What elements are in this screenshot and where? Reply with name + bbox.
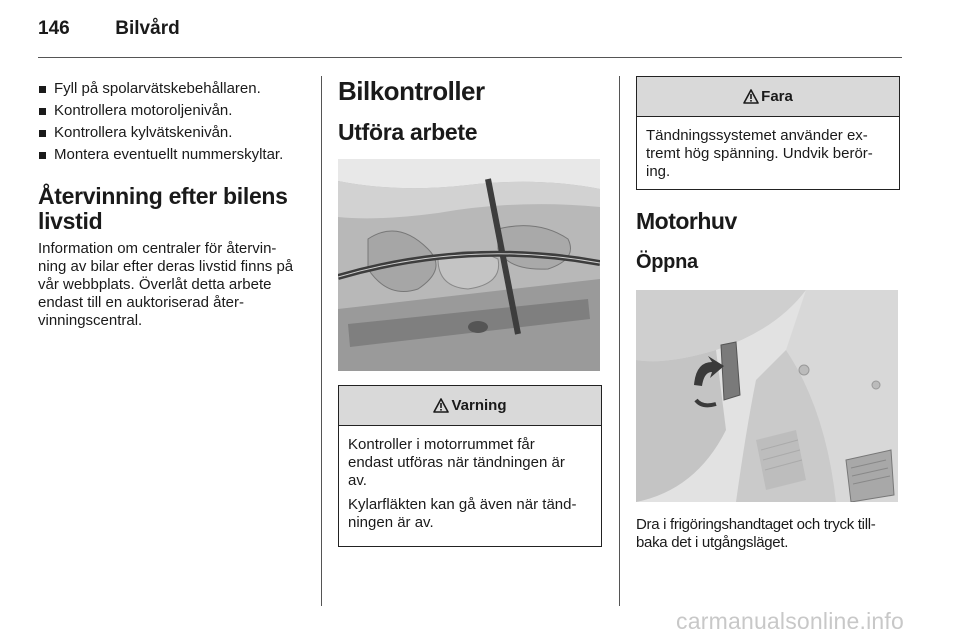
page-number: 146 bbox=[38, 18, 70, 39]
checklist bbox=[38, 78, 306, 166]
open-subheading: Öppna bbox=[636, 251, 698, 273]
danger-text: Tändningssystemet använder ex- tremt hög spänning. Undvik berör- ing. bbox=[646, 127, 873, 180]
warning-text-1: Kontroller i motorrummet får endast utföras när tändningen är av. bbox=[348, 436, 565, 489]
engine-bay-illustration bbox=[338, 159, 600, 371]
warning-label: Varning bbox=[451, 397, 507, 414]
column-1 bbox=[38, 74, 306, 330]
list-item: Fyll på spolarvätskebehållaren. bbox=[38, 78, 306, 100]
warning-box bbox=[338, 385, 602, 547]
list-item: Kontrollera kylvätskenivån. bbox=[38, 122, 306, 144]
hood-heading: Motorhuv bbox=[636, 208, 737, 234]
hood-release-illustration bbox=[636, 290, 898, 502]
danger-box-body bbox=[637, 117, 899, 189]
list-item: Montera eventuellt nummerskyltar. bbox=[38, 144, 306, 166]
warning-triangle-icon bbox=[743, 89, 759, 104]
column-2 bbox=[338, 74, 602, 547]
warning-text-2: Kylarfläkten kan gå även när tänd- ningen är av. bbox=[348, 496, 577, 531]
page-header bbox=[38, 18, 180, 40]
section-title: Bilvård bbox=[115, 18, 180, 39]
warning-triangle-icon bbox=[433, 398, 449, 413]
column-divider-2 bbox=[619, 76, 620, 606]
list-item: Kontrollera motoroljenivån. bbox=[38, 100, 306, 122]
page-title: Bilkontroller bbox=[338, 76, 485, 106]
warning-box-body bbox=[339, 426, 601, 546]
header-rule bbox=[38, 57, 902, 58]
column-divider-1 bbox=[321, 76, 322, 606]
danger-label: Fara bbox=[761, 88, 793, 105]
recycling-paragraph: Information om centraler för återvin- ning av bilar efter deras livstid finns på vår webbplats. Överlåt detta arbete endast till en auktoriserad åter- vinningscentral. bbox=[38, 240, 294, 329]
danger-box bbox=[636, 76, 900, 190]
recycling-heading: Återvinning efter bilens livstid bbox=[38, 183, 288, 234]
warning-box-header bbox=[339, 386, 601, 426]
hood-caption: Dra i frigöringshandtaget och tryck till- baka det i utgångsläget. bbox=[636, 516, 876, 551]
watermark: carmanualsonline.info bbox=[676, 608, 904, 634]
subsection-title: Utföra arbete bbox=[338, 119, 478, 145]
danger-box-header bbox=[637, 77, 899, 117]
column-3 bbox=[636, 74, 902, 552]
